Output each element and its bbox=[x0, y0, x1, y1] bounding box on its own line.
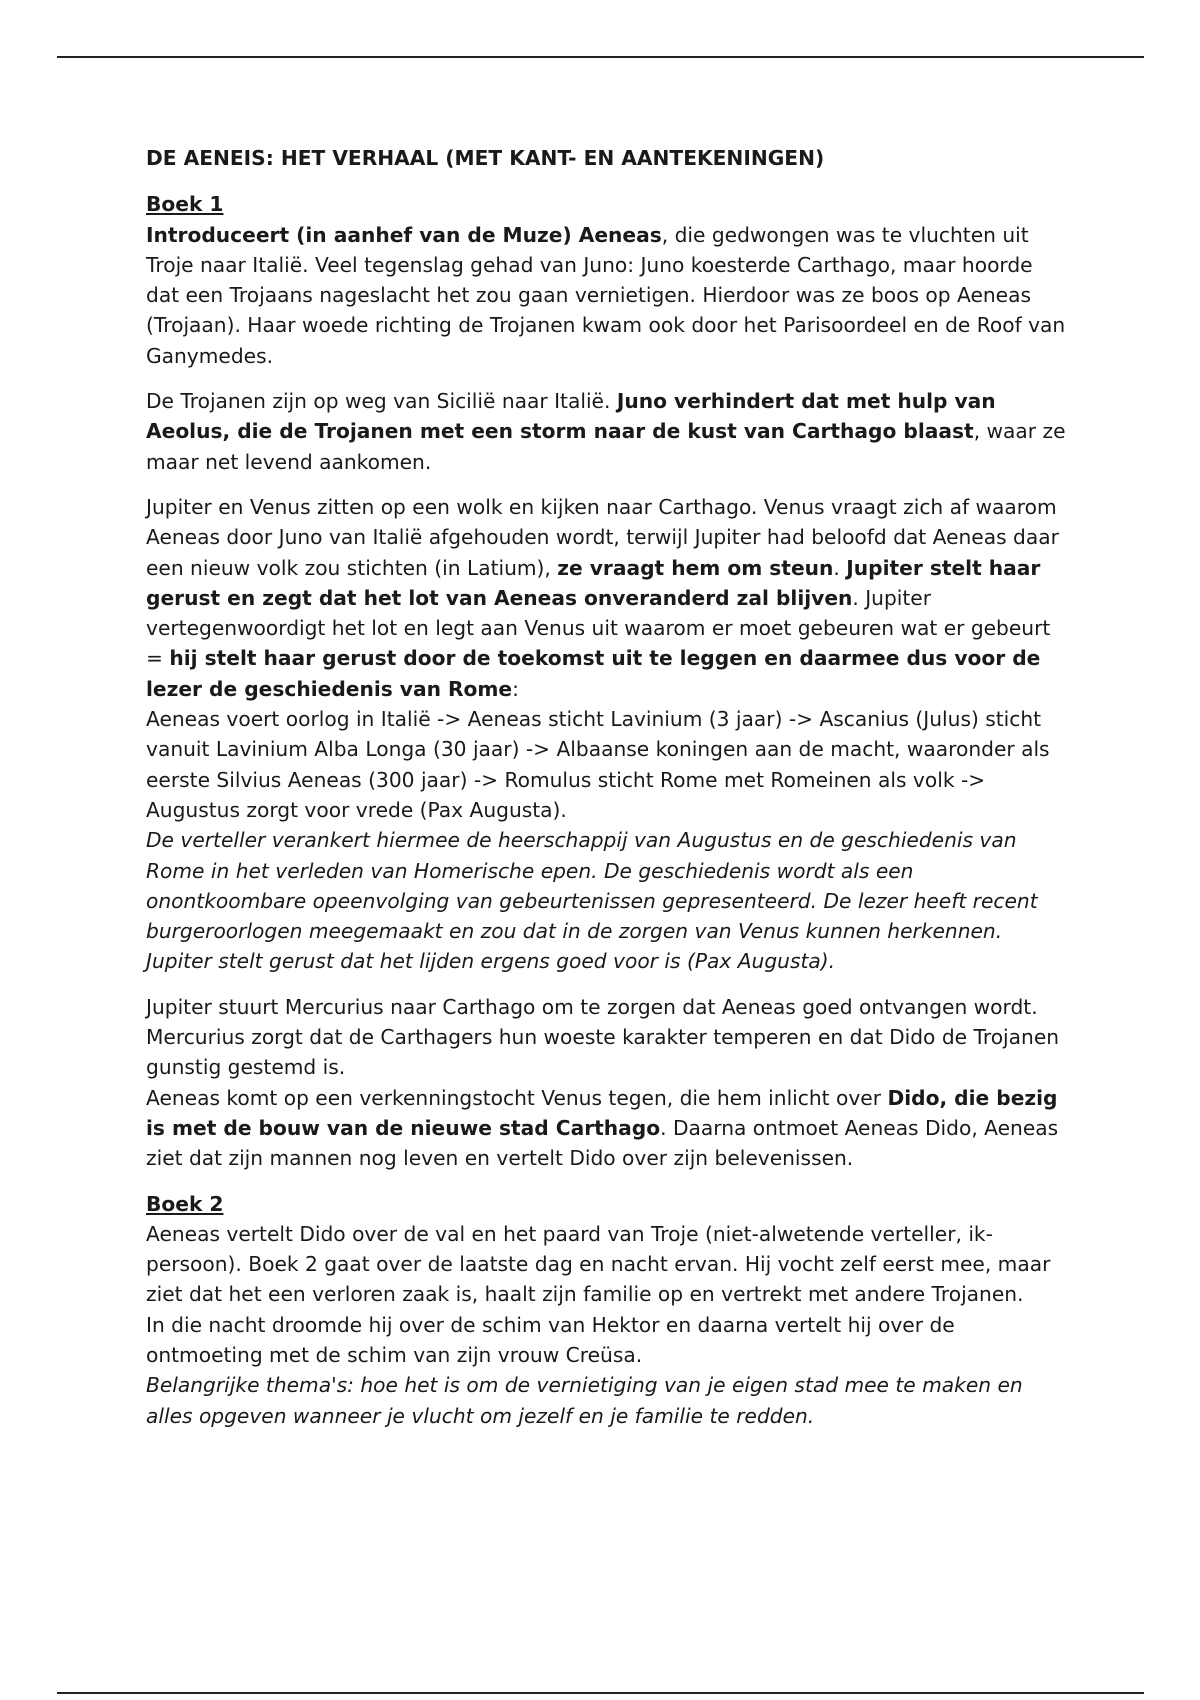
text-run: : bbox=[512, 676, 519, 701]
bold-phrase: Introduceert (in aanhef van de Muze) Aeneas bbox=[146, 222, 662, 247]
book-2-paragraph-2: In die nacht droomde hij over de schim van Hektor en daarna vertelt hij over de ontmoeting met de schim van zijn vrouw Creüsa. bbox=[146, 1312, 955, 1367]
bold-phrase: hij stelt haar gerust door de toekomst uit te leggen en daarmee dus voor de lezer de geschiedenis van Rome bbox=[146, 646, 1041, 701]
bold-phrase: ze vraagt hem om steun bbox=[557, 555, 834, 580]
text-run: De Trojanen zijn op weg van Sicilië naar Italië. bbox=[146, 389, 617, 414]
bottom-rule bbox=[57, 1692, 1144, 1694]
text-run: . Jupiter vertegenwoordigt het lot en legt aan Venus uit waarom er moet gebeuren wat er gebeurt = bbox=[146, 585, 1051, 671]
book-2-italic-note bbox=[146, 1370, 1066, 1431]
book-1-paragraph-3 bbox=[146, 492, 1066, 704]
book-1-paragraph-1 bbox=[146, 220, 1066, 371]
italic-text: Belangrijke thema's: hoe het is om de vernietiging van je eigen stad mee te maken en alles opgeven wanneer je vlucht om jezelf en je familie te redden. bbox=[146, 1373, 1023, 1428]
text-run: Aeneas komt op een verkenningstocht Venus tegen, die hem inlicht over bbox=[146, 1085, 888, 1110]
text-run: . bbox=[833, 555, 847, 580]
book-1-paragraph-7 bbox=[146, 1083, 1066, 1174]
text-run: Jupiter en Venus zitten op een wolk en kijken naar Carthago. Venus vraagt zich af waarom Aeneas door Juno van Italië afgehouden wordt, terwijl Jupiter had beloofd dat Aeneas daar een nieuw volk zou stichten (in Latium), bbox=[146, 494, 1059, 580]
book-1-paragraph-4: Aeneas voert oorlog in Italië -> Aeneas sticht Lavinium (3 jaar) -> Ascanius (Julus) sticht vanuit Lavinium Alba Longa (30 jaar) -> Albaanse koningen aan de macht, waaronder als eerste Silvius Aeneas (300 jaar) -> Romulus sticht Rome met Romeinen als volk -> Augustus zorgt voor vrede (Pax Augusta). bbox=[146, 707, 1050, 822]
document-title: DE AENEIS: HET VERHAAL (MET KANT- EN AANTEKENINGEN) bbox=[146, 146, 825, 170]
text-run: . Daarna ontmoet Aeneas Dido, Aeneas ziet dat zijn mannen nog leven en vertelt Dido over zijn belevenissen. bbox=[146, 1115, 1059, 1171]
book-1-paragraph-2 bbox=[146, 386, 1066, 477]
bold-phrase: Jupiter stelt haar gerust en zegt dat het lot van Aeneas onveranderd zal blijven bbox=[146, 555, 1041, 610]
italic-text: De verteller verankert hiermee de heerschappij van Augustus en de geschiedenis van Rome in het verleden van Homerische epen. De geschiedenis wordt als een onontkoombare opeenvolging van gebeurtenissen gepresenteerd. De lezer heeft recent burgeroorlogen meegemaakt en zou dat in de zorgen van Venus kunnen herkennen. Jupiter stelt gerust dat het lijden ergens goed voor is (Pax Augusta). bbox=[146, 828, 1038, 974]
book-2-paragraph-1: Aeneas vertelt Dido over de val en het paard van Troje (niet-alwetende verteller, ik-persoon). Boek 2 gaat over de laatste dag en nacht ervan. Hij vocht zelf eerst mee, maar ziet dat het een verloren zaak is, haalt zijn familie op en vertrekt met andere Trojanen. bbox=[146, 1221, 1051, 1307]
book-1-heading: Boek 1 bbox=[146, 192, 224, 217]
book-1-italic-note bbox=[146, 825, 1066, 976]
text-run: , die gedwongen was te vluchten uit Troje naar Italië. Veel tegenslag gehad van Juno: Juno koesterde Carthago, maar hoorde dat een Trojaans nageslacht het zou gaan vernietigen. Hierdoor was ze boos op Aeneas (Trojaan). Haar woede richting de Trojanen kwam ook door het Parisoordeel en de Roof van Ganymedes. bbox=[146, 222, 1066, 368]
top-rule bbox=[57, 56, 1144, 58]
book-2-heading: Boek 2 bbox=[146, 1191, 224, 1216]
bold-phrase: Juno verhindert dat met hulp van Aeolus, die de Trojanen met een storm naar de kust van Carthago blaast bbox=[146, 389, 996, 444]
document-body bbox=[146, 143, 1066, 1431]
book-1-paragraph-6: Jupiter stuurt Mercurius naar Carthago om te zorgen dat Aeneas goed ontvangen wordt. Mercurius zorgt dat de Carthagers hun woeste karakter temperen en dat Dido de Trojanen gunstig gestemd is. bbox=[146, 994, 1060, 1080]
text-run: , waar ze maar net levend aankomen. bbox=[146, 419, 1066, 474]
bold-phrase: Dido, die bezig is met de bouw van de nieuwe stad Carthago bbox=[146, 1085, 1058, 1140]
